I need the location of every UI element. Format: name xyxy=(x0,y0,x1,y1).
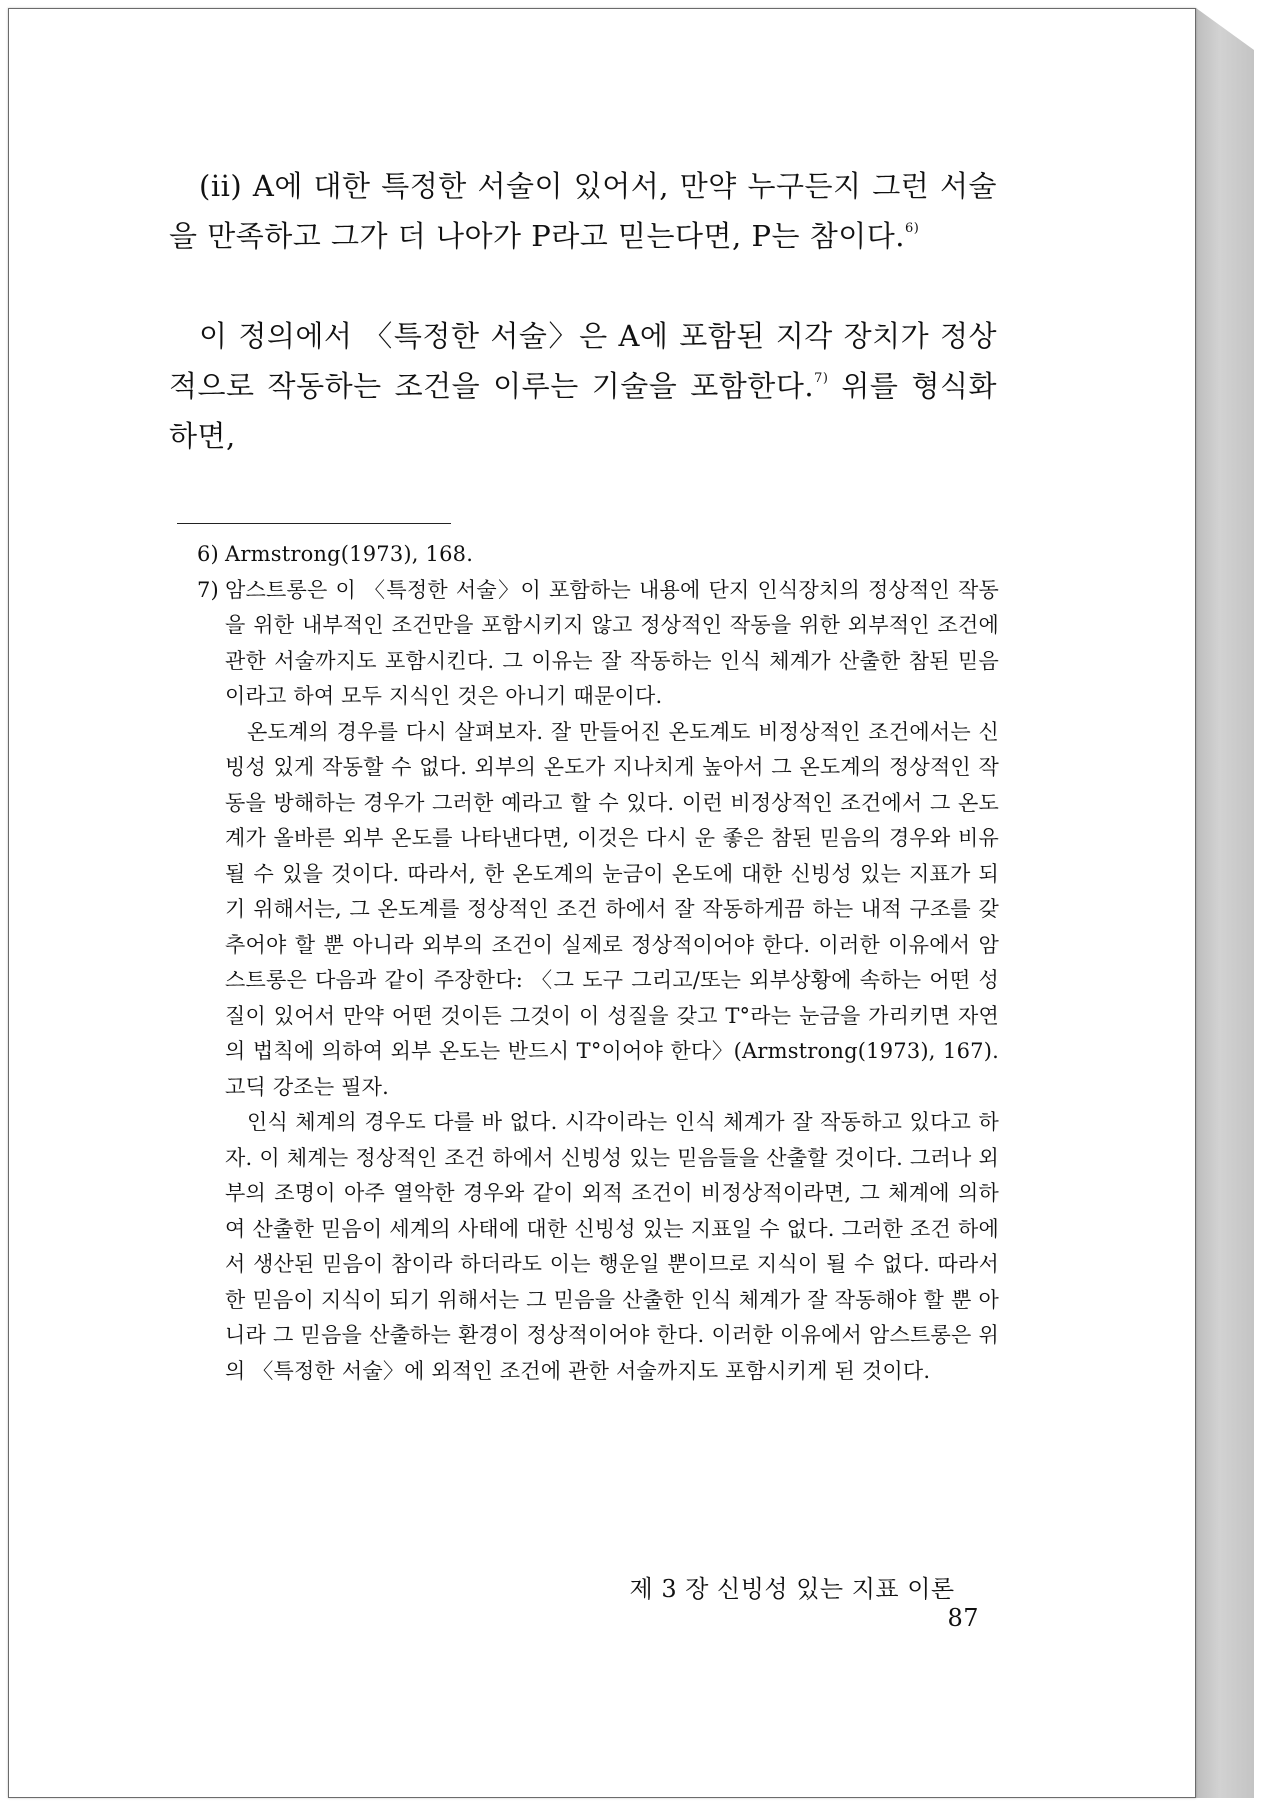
footnote-7-paragraph-1: 암스트롱은 이 〈특정한 서술〉이 포함하는 내용에 단지 인식장치의 정상적인 작동을 위한 내부적인 조건만을 포함시키지 않고 정상적인 작동을 위한 외부적인 조건에 관한 서술까지도 포함시킨다. 그 이유는 잘 작동하는 인식 체계가 산출한 참된 믿음이라고 하여 모두 지식인 것은 아니기 때문이다. xyxy=(225,577,999,708)
footnote-ref-7: 7) xyxy=(814,371,829,386)
footnote-6-text: Armstrong(1973), 168. xyxy=(225,542,474,566)
body-paragraph-1-text: (ii) A에 대한 특정한 서술이 있어서, 만약 누구든지 그런 서술을 만족하고 그가 더 나아가 P라고 믿는다면, P는 참이다. xyxy=(169,169,997,253)
body-paragraph-2-tail: 위를 형식화하면, xyxy=(169,369,997,453)
footnotes xyxy=(197,537,999,1389)
body-paragraph-2-text: 이 정의에서 〈특정한 서술〉은 A에 포함된 지각 장치가 정상적으로 작동하는 조건을 이루는 기술을 포함한다. xyxy=(169,319,997,403)
footnote-ref-6: 6) xyxy=(905,221,920,236)
body-paragraph-1 xyxy=(169,161,997,261)
footnote-7 xyxy=(197,573,999,715)
footnote-6-number: 6) xyxy=(197,542,219,566)
footnote-7-paragraph-2: 온도계의 경우를 다시 살펴보자. 잘 만들어진 온도계도 비정상적인 조건에서는 신빙성 있게 작동할 수 없다. 외부의 온도가 지나치게 높아서 그 온도계의 정상적인 작동을 방해하는 경우가 그러한 예라고 할 수 있다. 이런 비정상적인 조건에서 그 온도계가 올바른 외부 온도를 나타낸다면, 이것은 다시 운 좋은 참된 믿음의 경우와 비유될 수 있을 것이다. 따라서, 한 온도계의 눈금이 온도에 대한 신빙성 있는 지표가 되기 위해서는, 그 온도계를 정상적인 조건 하에서 잘 작동하게끔 하는 내적 구조를 갖추어야 할 뿐 아니라 외부의 조건이 실제로 정상적이어야 한다. 이러한 이유에서 암스트롱은 다음과 같이 주장한다: 〈그 도구 그리고/또는 외부상황에 속하는 어떤 성질이 있어서 만약 어떤 것이든 그것이 이 성질을 갖고 T°라는 눈금을 가리키면 자연의 법칙에 의하여 외부 온도는 반드시 T°이어야 한다〉(Armstrong(1973), 167). 고딕 강조는 필자. xyxy=(225,719,999,1099)
footnote-7-number: 7) xyxy=(197,577,219,602)
book-edge xyxy=(1196,8,1254,1798)
running-chapter-title: 제 3 장 신빙성 있는 지표 이론 xyxy=(629,1575,955,1603)
footnote-6 xyxy=(197,537,999,573)
footnote-7-paragraph-3: 인식 체계의 경우도 다를 바 없다. 시각이라는 인식 체계가 잘 작동하고 있다고 하자. 이 체계는 정상적인 조건 하에서 신빙성 있는 믿음들을 산출할 것이다. 그러나 외부의 조명이 아주 열악한 경우와 같이 외적 조건이 비정상적이라면, 그 체계에 의하여 산출한 믿음이 세계의 사태에 대한 신빙성 있는 지표일 수 없다. 그러한 조건 하에서 생산된 믿음이 참이라 하더라도 이는 행운일 뿐이므로 지식이 될 수 없다. 따라서 한 믿음이 지식이 되기 위해서는 그 믿음을 산출한 인식 체계가 잘 작동해야 할 뿐 아니라 그 믿음을 산출하는 환경이 정상적이어야 한다. 이러한 이유에서 암스트롱은 위의 〈특정한 서술〉에 외적인 조건에 관한 서술까지도 포함시키게 된 것이다. xyxy=(225,1110,999,1383)
page-number: 87 xyxy=(947,1604,979,1632)
footnote-divider xyxy=(177,523,451,524)
body-paragraph-2 xyxy=(169,311,997,461)
page-footer xyxy=(609,1569,979,1632)
book-page xyxy=(8,8,1196,1798)
